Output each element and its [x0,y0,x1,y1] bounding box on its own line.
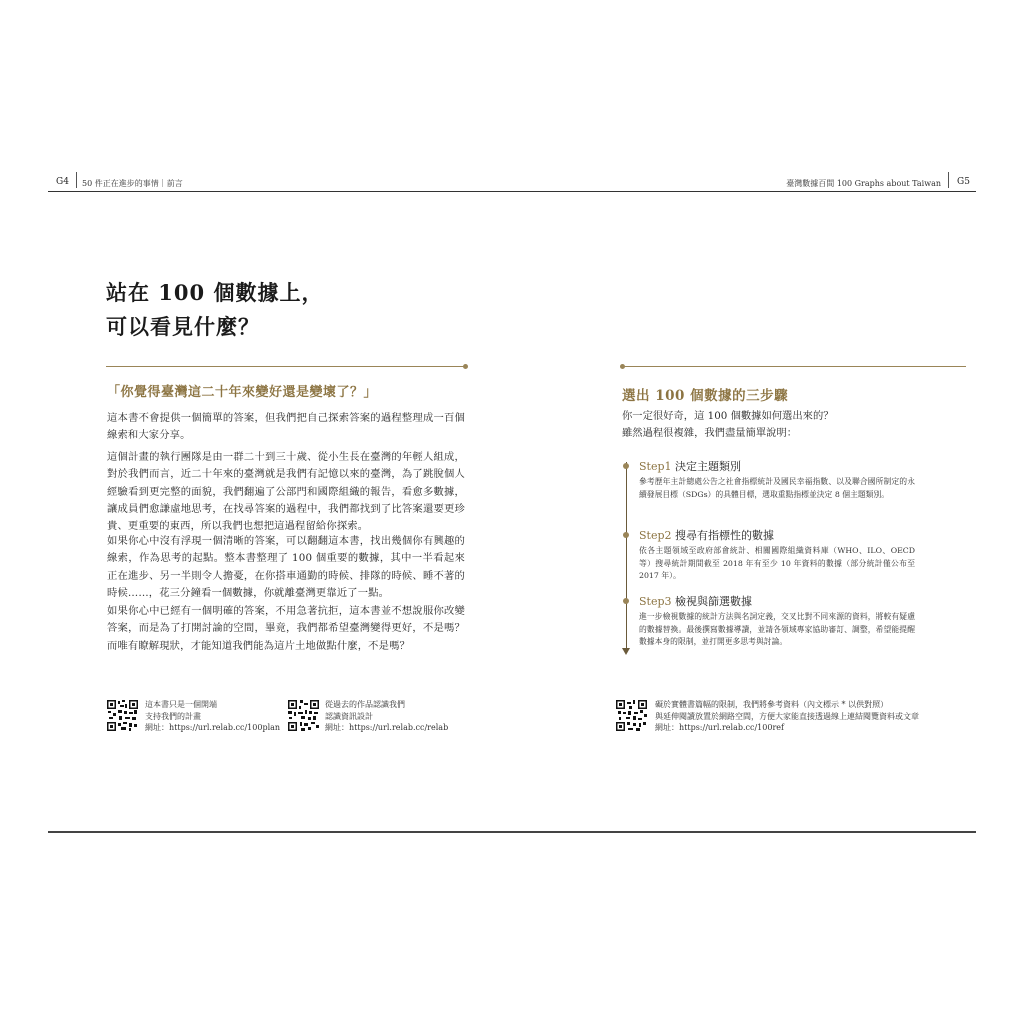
step-1-title [639,458,741,474]
step-2-desc: 依各主題領域至政府部會統計、相關國際組織資料庫（WHO、ILO、OECD 等）搜尋統計期間截至 2018 年有至少 10 年資料的數據（部分統計僅公布至 2017 年）。 [639,546,915,580]
qr-code-icon [107,700,138,731]
step-label: 決定主題類別 [675,460,742,473]
qr-code-icon [288,700,319,731]
section-rule-dot [620,364,625,369]
step-1-desc: 參考歷年主計總處公告之社會指標統計及國民幸福指數、以及聯合國所制定的永續發展目標（SDGs）的具體目標，選取重點指標並決定 8 個主題類別。 [639,477,915,499]
section-rule [106,366,466,367]
bottom-rule-right [512,831,976,833]
left-running-title: 50 件正在進步的事情｜前言 [82,179,183,188]
top-rule-left [48,191,512,192]
header-divider [76,172,77,188]
steps-timeline [626,462,627,652]
qr-code-icon [616,700,647,731]
step-number: Step3 [639,595,672,608]
step-3-title [639,593,752,609]
step-2-title [639,527,774,543]
step-label: 搜尋有指標性的數據 [675,529,775,542]
bottom-rule-left [48,831,512,833]
step-marker [623,463,629,469]
paragraph-2: 這個計畫的執行團隊是由一群二十到三十歲、從小生長在臺灣的年輕人組成，對於我們而言，近二十年來的臺灣就是我們有記憶以來的臺灣，為了跳脫個人經驗看到更完整的面貌，我們翻遍了公部門和國際組織的報告，看愈多數據，讓成員們愈謙虛地思考，在找尋答案的過程中，我們都找到了比答案還要更珍貴、更重要的東西，所以我們也想把這過程留給你探索。 [107,451,465,533]
paragraph-4: 如果你心中已經有一個明確的答案，不用急著抗拒，這本書並不想說服你改變答案，而是為了打開討論的空間，畢竟，我們都希望臺灣變得更好，不是嗎？而唯有瞭解現狀，才能知道我們能為這片土地做點什麼，不是嗎？ [107,605,465,652]
qr-caption-url[interactable]: 網址：https://url.relab.cc/100ref [655,723,784,732]
paragraph-3: 如果你心中沒有浮現一個清晰的答案，可以翻翻這本書，找出幾個你有興趣的線索，作為思考的起點。整本書整理了 100 個重要的數據，其中一半看起來正在進步、另一半則令人擔憂，在你搭車通勤的時候、排隊的時候、睡不著的時候……，花三分鐘看一個數據，你就離臺灣更靠近了一點。 [107,535,465,599]
qr-caption-url[interactable]: 網址：https://url.relab.cc/100plan [145,723,281,732]
qr-caption-line: 與延伸閱讀放置於網路空間，方便大家能直接透過線上連結閱覽資料或文章 [655,711,919,721]
section-rule-dot [463,364,468,369]
right-page-number: G5 [957,177,970,187]
intro-line-1: 你一定很好奇，這 100 個數據如何選出來的？ [622,410,834,422]
title-line-2: 可以看見什麼？ [106,314,260,339]
intro-line-2: 雖然過程很複雜，我們盡量簡單說明： [622,427,798,439]
top-rule-right [512,191,976,192]
step-3-desc: 進一步檢視數據的統計方法與名詞定義，交叉比對不同來源的資料，將較有疑慮的數據替換。最後撰寫數據導讀，並請各領域專家協助審訂、調整，希望能提醒數據本身的限制，並打開更多思考與討論。 [639,612,915,646]
right-running-title: 臺灣數據百間 100 Graphs about Taiwan [786,179,941,188]
qr-caption-line: 支持我們的計畫 [145,711,201,721]
section-rule [622,366,966,367]
qr-caption-line: 礙於實體書篇幅的限制，我們將參考資料（內文標示 * 以供對照） [655,700,889,709]
qr-caption-url[interactable]: 網址：https://url.relab.cc/relab [325,723,449,732]
left-page-number: G4 [56,177,69,187]
qr-caption-plan [145,699,280,734]
header-divider [948,172,949,188]
qr-caption-line: 認識資訊設計 [325,711,373,721]
step-number: Step2 [639,529,672,542]
qr-caption-references [655,699,919,734]
step-marker [623,532,629,538]
qr-caption-relab [325,699,448,734]
page-title [106,276,323,344]
qr-caption-line: 從過去的作品認識我們 [325,700,405,709]
paragraph-1: 這本書不會提供一個簡單的答案，但我們把自己探索答案的過程整理成一百個線索和大家分享。 [107,412,465,442]
section-quote: 「你覺得臺灣這二十年來變好還是變壞了？」 [107,385,378,400]
title-line-1: 站在 100 個數據上， [106,280,324,305]
step-number: Step1 [639,460,672,473]
step-label: 檢視與篩選數據 [675,595,753,608]
timeline-arrow-icon [622,648,630,655]
step-marker [623,598,629,604]
right-heading: 選出 100 個數據的三步驟 [622,388,789,404]
qr-caption-line: 這本書只是一個開端 [145,700,217,709]
